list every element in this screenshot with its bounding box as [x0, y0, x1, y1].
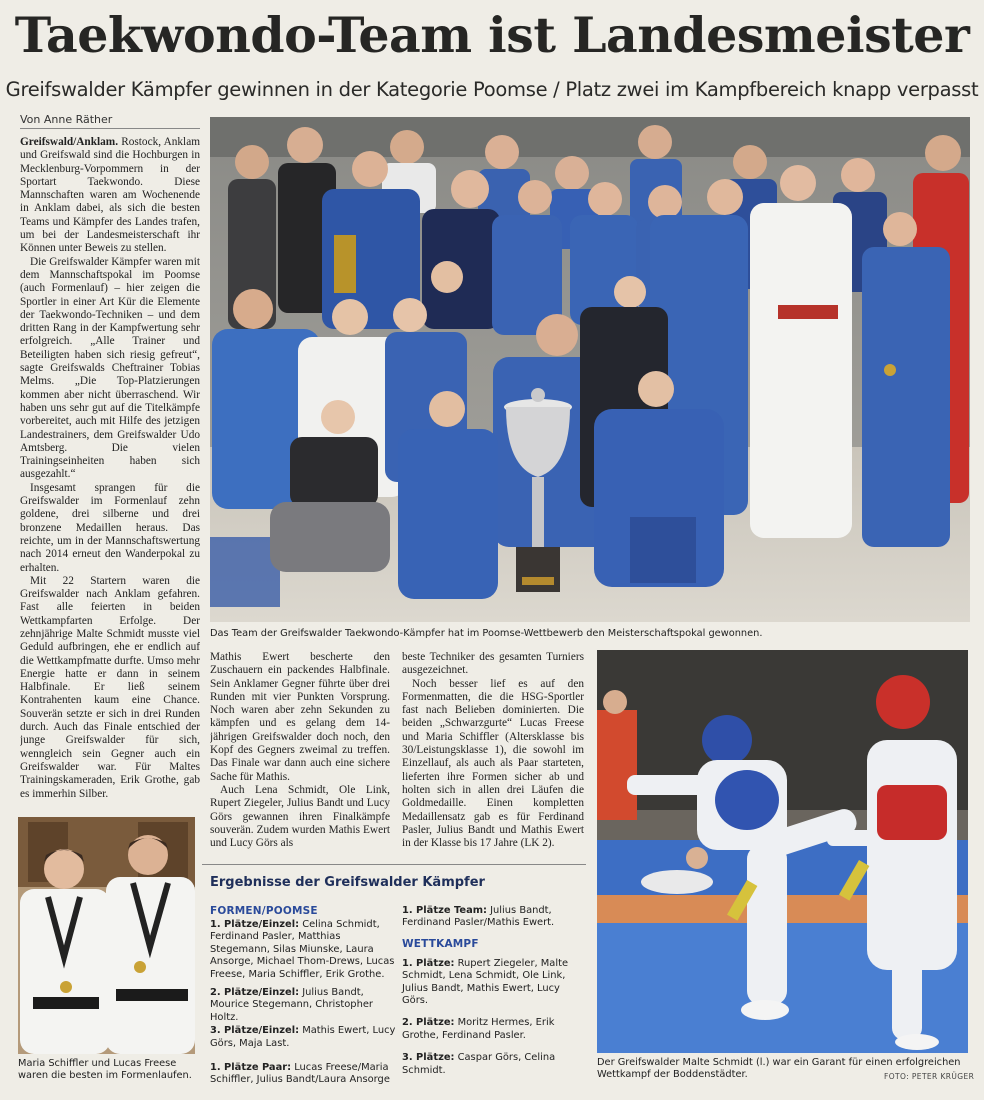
- paragraph: Auch Lena Schmidt, Ole Link, Rupert Ziegeler, Julius Bandt und Lucy Görs gewannen ihren Finalkämpfe souverän. Zudem wurden Mathis Ewert und Lucy Görs als: [210, 783, 390, 850]
- result-names: Moritz Hermes, Erik Grothe, Ferdinand Pasler.: [402, 1017, 555, 1041]
- paragraph: Insgesamt sprangen für die Greifswalder im Formenlauf zehn goldene, drei silberne und drei bronzene Medaillen heraus. Das reichte, um in der Mannschaftswertung nach 2014 erneut den Wanderpokal zu erhalten.: [20, 481, 200, 574]
- pair-photo-caption: Maria Schiffler und Lucas Freese waren die besten im Formenlaufen.: [18, 1058, 192, 1081]
- result-label: 3. Plätze/Einzel:: [210, 1025, 300, 1037]
- headline: Taekwondo-Team ist Landesmeister: [14, 6, 970, 64]
- paragraph: Mathis Ewert bescherte den Zuschauern ein packendes Halbfinale. Sein Anklamer Gegner führte über drei Runden mit vier Punkten Vorsprung. Noch waren aber zehn Sekunden zu kämpfen und es gelang dem 14-jährigen Greifswalder doch noch, den Kopf des Gegners zweimal zu treffen. Das Finale war dann auch eine sichere Sache für Mathis.: [210, 651, 390, 783]
- result-label: 2. Plätze:: [402, 1017, 455, 1029]
- result-names: Julius Bandt, Mourice Stegemann, Christopher Holtz.: [210, 987, 373, 1023]
- fight-photo-image: [597, 650, 968, 1053]
- article-column-2: [210, 651, 390, 857]
- result-item: [402, 958, 582, 1008]
- result-label: 1. Plätze:: [402, 957, 455, 969]
- wettkampf-label: WETTKAMPF: [402, 937, 479, 950]
- result-item: [402, 1017, 582, 1042]
- paragraph: Noch besser lief es auf den Formenmatten, die die HSG-Sportler fast nach Belieben dominierten. Die beiden „Schwarzgurte“ Lucas Freese und Maria Schiffler (Altersklasse bis 30/Leistungsklasse 1), die sowohl im Einzellauf, als auch als Paar starteten, lieferten ihre Formen sicher ab und holten sich in allen drei Läufen die Goldmedaille. Einen kompletten Medaillensatz gab es für Ferdinand Pasler, Julius Bandt und Mathis Ewert in der Klasse bis 17 Jahre (LK 2).: [402, 677, 584, 850]
- paragraph: beste Techniker des gesamten Turniers ausgezeichnet.: [402, 651, 584, 677]
- team-photo-caption: Das Team der Greifswalder Taekwondo-Kämpfer hat im Poomse-Wettbewerb den Meisterschaftspokal gewonnen.: [210, 628, 763, 639]
- byline: Von Anne Räther: [20, 113, 113, 126]
- result-item: [210, 987, 396, 1024]
- paragraph-text: Rostock, Anklam und Greifswald sind die Hochburgen in Mecklenburg-Vorpommern in der Sportart Taekwondo. Diese Mannschaften waren am Wochenende in Anklam dabei, als sich die besten Teams und Kämpfer des Landes trafen, um bei der Landesmeisterschaft ihr Können unter Beweis zu stellen.: [20, 136, 200, 255]
- paragraph: [20, 136, 200, 256]
- result-names: Mathis Ewert, Lucy Görs, Maja Last.: [210, 1025, 396, 1049]
- result-item: [210, 1025, 396, 1050]
- result-label: 1. Plätze/Einzel:: [210, 919, 300, 930]
- fight-photo-caption: Der Greifswalder Malte Schmidt (l.) war ein Garant für einen erfolgreichen Wettkampf der Boddenstädter.: [597, 1057, 961, 1080]
- result-label: 1. Plätze Team:: [402, 905, 487, 916]
- formen-label: FORMEN/POOMSE: [210, 905, 318, 917]
- result-label: 2. Plätze/Einzel:: [210, 987, 300, 999]
- pair-photo: [18, 817, 195, 1054]
- team-photo: [210, 117, 970, 622]
- results-column-left: [210, 905, 396, 1093]
- article-column-3: [402, 651, 584, 857]
- result-label: 1. Plätze Paar:: [210, 1062, 292, 1074]
- photo-credit: FOTO: PETER KRÜGER: [884, 1072, 975, 1081]
- paragraph: Mit 22 Startern waren die Greifswalder nach Anklam gefahren. Fast alle feierten in beiden Wettkampfarten Erfolge. Der zehnjährige Malte Schmidt musste viel Geduld aufbringen, ehe er endlich auf die Wettkampfmatte durfte. Umso mehr Energie hatte er dann in seinem Halbfinale. Er ließ seinem Kontrahenten kaum eine Chance. Souverän setzte er sich in drei Runden durch. Auch das Finale entschied der junge Greifswalder für sich, wenngleich sein Gegner auch ein Greifswalder war. Für Maltes Trainingskameraden, Erik Grothe, gab es immerhin Silber.: [20, 574, 200, 800]
- results-title: Ergebnisse der Greifswalder Kämpfer: [210, 875, 485, 890]
- result-names: Celina Schmidt, Ferdinand Pasler, Matthias Stegemann, Silas Miunske, Laura Ansorge, Michael Thom-Drews, Lucas Freese, Maria Schiffler, Erik Grothe.: [210, 919, 395, 980]
- result-names: Caspar Görs, Celina Schmidt.: [402, 1052, 556, 1076]
- result-names: Julius Bandt, Ferdinand Pasler/Mathis Ewert.: [402, 905, 555, 929]
- paragraph: Die Greifswalder Kämpfer waren mit dem Mannschaftspokal im Poomse (auch Formenlauf) – hier zeigen die Sportler in einer Art Kür die Elemente der Taekwondo-Techniken – und dem dritten Rang in der Kampfwertung sehr erfolgreich. „Alle Trainer und Beteiligten haben sich riesig gefreut“, sagte Greifswalds Cheftrainer Tobias Melms. „Die Top-Platzierungen kommen aber nicht überraschend. Wir haben uns sehr gut auf die Titelkämpfe vorbereitet, auch mit Hilfe des jetzigen Landestrainers, dem Greifswalder Udo Amtsberg. Die vielen Trainingseinheiten haben sich ausgezahlt.“: [20, 255, 200, 481]
- result-names: Rupert Ziegeler, Malte Schmidt, Lena Schmidt, Ole Link, Julius Bandt, Mathis Ewert, Lucy Görs.: [402, 957, 569, 1007]
- results-box: [202, 864, 586, 1089]
- result-item: [402, 1052, 582, 1077]
- byline-rule: [20, 128, 200, 129]
- result-names: Lucas Freese/Maria Schiffler, Julius Bandt/Laura Ansorge: [210, 1062, 390, 1086]
- subheadline: Greifswalder Kämpfer gewinnen in der Kategorie Poomse / Platz zwei im Kampfbereich knapp verpasst: [5, 78, 979, 101]
- results-column-right: [402, 905, 582, 1083]
- pair-photo-image: [18, 817, 195, 1054]
- result-item: [210, 1062, 396, 1087]
- result-item: [402, 905, 582, 930]
- result-label: 3. Plätze:: [402, 1052, 455, 1064]
- result-item: [210, 919, 396, 981]
- team-photo-image: [210, 117, 970, 622]
- fight-photo: [597, 650, 968, 1053]
- article-column-1: [20, 136, 200, 812]
- dateline: Greifswald/Anklam.: [20, 136, 119, 148]
